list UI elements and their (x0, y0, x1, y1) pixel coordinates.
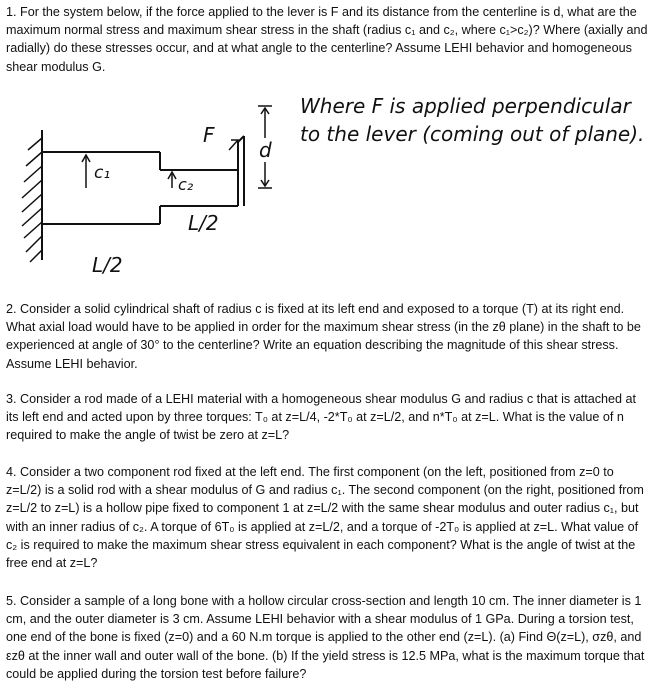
label-force: F (203, 123, 215, 147)
question-2 (6, 300, 648, 373)
label-c2: c₂ (178, 175, 194, 194)
question-4 (6, 463, 648, 572)
question-3-text: 3. Consider a rod made of a LEHI material with a homogeneous shear modulus G and radius c that is attached at its left end and acted upon by three torques: T₀ at z=L/4, -2*T₀ at z=L/2, and n*T₀ at z=L. What is the value of n required to make the angle of twist be zero at z=L? (6, 392, 637, 443)
question-5 (6, 592, 648, 683)
force-arrow (229, 140, 238, 150)
radius-c1-arrow (82, 155, 90, 188)
label-c1: c₁ (94, 163, 111, 183)
handwritten-note (300, 92, 645, 148)
question-1-text: 1. For the system below, if the force applied to the lever is F and its distance from the centerline is d, what are the maximum normal stress and maximum shear stress in the shaft (radius c₁ and c₂, where c₁>c₂)? Where (axially and radially) do these stresses occur, and at what angle to the centerline? Assume LEHI behavior and homogeneous shear modulus G. (6, 5, 648, 74)
question-1 (6, 3, 648, 76)
note-line-1: Where F is applied perpendicular (300, 94, 631, 118)
wall-hatching (22, 138, 42, 262)
lever-arm (238, 136, 244, 206)
question-2-text: 2. Consider a solid cylindrical shaft of radius c is fixed at its left end and exposed to a torque (T) at its right end. What axial load would have to be applied in order for the maximum shear stress (in the zθ plane) in the shaft to be experienced at angle of 30° to the centerline? Write an equation describing the magnitude of this shear stress. Assume LEHI behavior. (6, 302, 641, 371)
label-right-length: L/2 (188, 211, 219, 235)
question-5-text: 5. Consider a sample of a long bone with a hollow circular cross-section and length 10 cm. The inner diameter is 1 cm, and the outer diameter is 3 cm. Assume LEHI behavior with a shear modulus of 1 GPa. During a torsion test, one end of the bone is fixed (z=0) and a 60 N.m torque is applied to the other end (z=L). (a) Find Θ(z=L), σzθ, and εzθ at the inner wall and outer wall of the bone. (b) If the yield stress is 12.5 MPa, what is the maximum torque that could be applied during the torsion test before failure? (6, 594, 645, 681)
label-left-length: L/2 (92, 253, 123, 277)
label-distance: d (259, 138, 272, 162)
note-line-2: to the lever (coming out of plane). (300, 122, 645, 146)
radius-c2-arrow (168, 172, 176, 188)
question-3 (6, 390, 648, 445)
question-4-text: 4. Consider a two component rod fixed at the left end. The first component (on the left, positioned from z=0 to z=L/2) is a solid rod with a shear modulus of G and radius c₁. The second component (on the right, positioned from z=L/2 to z=L) is a hollow pipe fixed to component 1 at z=L/2 with the same shear modulus and outer radius c₁, but with an inner radius of c₂. A torque of 6T₀ is applied at z=L/2, and a torque of -2T₀ is applied at z=L. What value of c₂ is required to make the maximum shear stress equivalent in each component? What is the angle of twist at the free end at z=L? (6, 465, 644, 571)
